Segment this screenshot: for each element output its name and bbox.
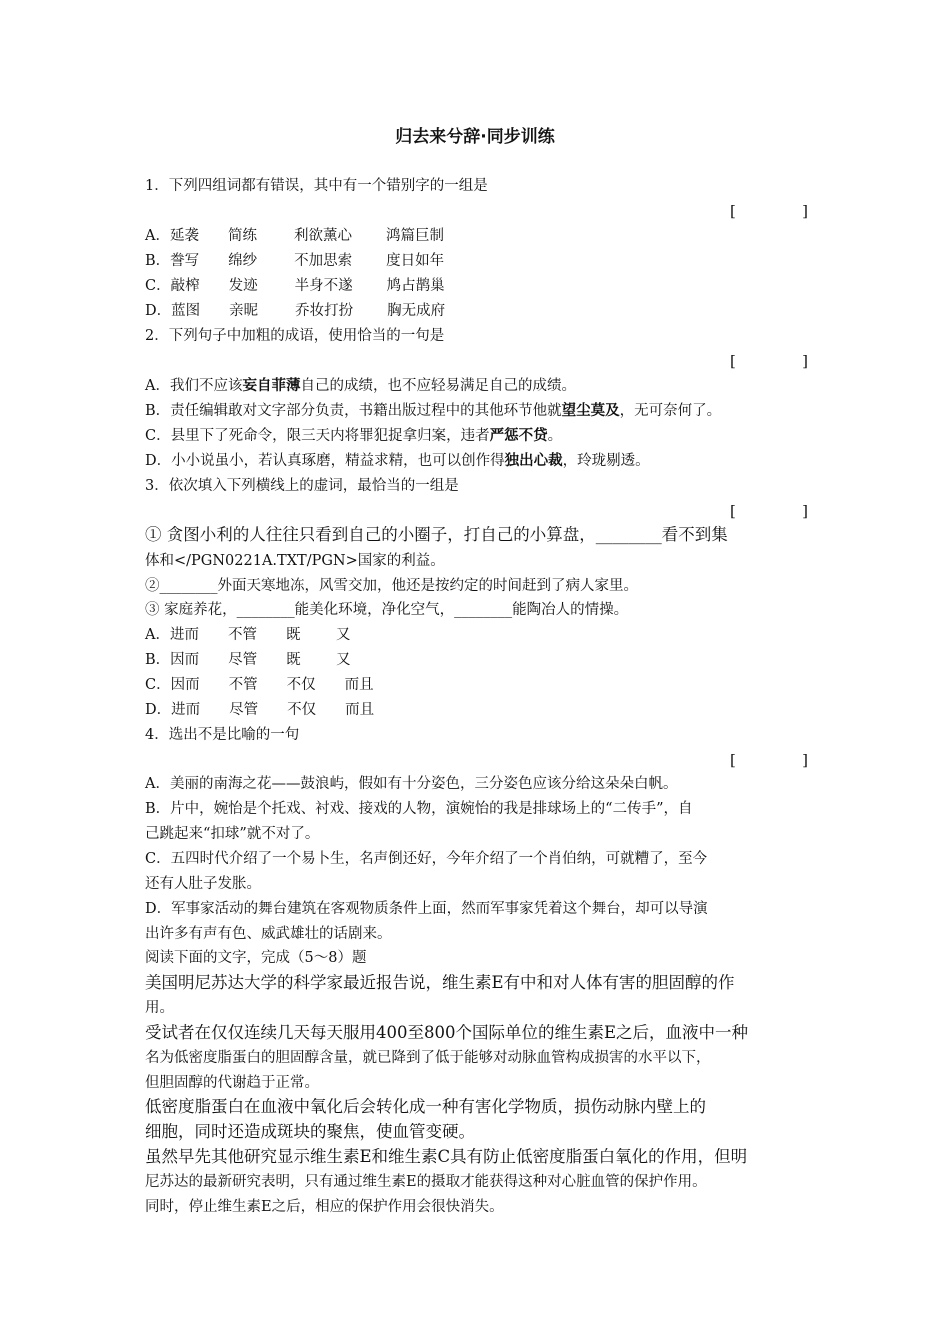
bold-idiom: 独出心裁 bbox=[504, 453, 563, 469]
bracket-left: [ bbox=[730, 202, 736, 220]
reading-paragraph-3: 低密度脂蛋白在血液中氧化后会转化成一种有害化学物质，损伤动脉内壁上的 bbox=[145, 1097, 706, 1116]
reading-paragraph-4-cont: 尼苏达的最新研究表明，只有通过维生素E的摄取才能获得这种对心脏血管的保护作用。 bbox=[145, 1174, 707, 1190]
bracket-left: [ bbox=[730, 751, 736, 769]
q3-option-b: B．因而 尽管 既 又 bbox=[145, 652, 351, 668]
reading-paragraph-2: 受试者在仅仅连续几天每天服用400至800个国际单位的维生素E之后，血液中一种 bbox=[145, 1023, 749, 1042]
q2-option-c: C．县里下了死命令，限三天内将罪犯捉拿归案，违者严惩不贷。 bbox=[145, 428, 563, 444]
q1-option-d: D．蓝图 亲昵 乔妆打扮 胸无成府 bbox=[145, 303, 446, 319]
reading-intro: 阅读下面的文字，完成（5～8）题 bbox=[145, 950, 367, 966]
reading-paragraph-1: 美国明尼苏达大学的科学家最近报告说，维生素E有中和对人体有害的胆固醇的作 bbox=[145, 973, 735, 992]
q2-option-a: A．我们不应该妄自菲薄自己的成绩，也不应轻易满足自己的成绩。 bbox=[145, 378, 576, 394]
bracket-right: ] bbox=[802, 202, 808, 220]
q1-option-c: C．敲榨 发迹 半身不遂 鸠占鹊巢 bbox=[145, 278, 445, 294]
q3-sentence-2: ②________外面天寒地冻，风雪交加，他还是按约定的时间赶到了病人家里。 bbox=[145, 578, 638, 594]
q1-stem: 1．下列四组词都有错误，其中有一个错别字的一组是 bbox=[145, 178, 488, 194]
bracket-right: ] bbox=[802, 751, 808, 769]
q2-option-b: B．责任编辑敢对文字部分负责，书籍出版过程中的其他环节他就望尘莫及，无可奈何了。 bbox=[145, 403, 722, 419]
reading-paragraph-4: 虽然早先其他研究显示维生素E和维生素C具有防止低密度脂蛋白氧化的作用，但明 bbox=[145, 1147, 748, 1166]
q3-sentence-1: ① 贪图小利的人往往只看到自己的小圈子，打自己的小算盘，________看不到集 bbox=[145, 525, 728, 544]
q3-option-a: A．进而 不管 既 又 bbox=[145, 627, 351, 643]
reading-paragraph-2-cont: 名为低密度脂蛋白的胆固醇含量，就已降到了低于能够对动脉血管构成损害的水平以下， bbox=[145, 1050, 711, 1066]
q3-stem: 3．依次填入下列横线上的虚词，最恰当的一组是 bbox=[145, 478, 459, 494]
bracket-right: ] bbox=[802, 352, 808, 370]
q4-option-c: C．五四时代介绍了一个易卜生，名声倒还好，今年介绍了一个肖伯纳，可就糟了，至今 bbox=[145, 851, 708, 867]
bold-idiom: 妄自菲薄 bbox=[242, 378, 301, 394]
reading-paragraph-1-cont: 用。 bbox=[145, 1000, 174, 1016]
page-title: 归去来兮辞·同步训练 bbox=[395, 127, 555, 147]
q3-option-d: D．进而 尽管 不仅 而且 bbox=[145, 702, 375, 718]
reading-paragraph-3-cont: 细胞，同时还造成斑块的聚焦，使血管变硬。 bbox=[145, 1122, 475, 1141]
q4-option-d: D．军事家活动的舞台建筑在客观物质条件上面，然而军事家凭着这个舞台，却可以导演 bbox=[145, 901, 708, 917]
bracket-left: [ bbox=[730, 352, 736, 370]
q4-option-b-cont: 己跳起来“扣球”就不对了。 bbox=[145, 826, 320, 842]
q1-option-a: A．延袭 简练 利欲薰心 鸿篇巨制 bbox=[145, 228, 444, 244]
bold-idiom: 严惩不贷 bbox=[489, 428, 548, 444]
bracket-left: [ bbox=[730, 502, 736, 520]
q3-option-c: C．因而 不管 不仅 而且 bbox=[145, 677, 374, 693]
bold-idiom: 望尘莫及 bbox=[561, 403, 620, 419]
reading-paragraph-2-end: 但胆固醇的代谢趋于正常。 bbox=[145, 1075, 319, 1091]
q3-sentence-1-cont: 体和</PGN0221A.TXT/PGN>国家的利益。 bbox=[145, 553, 445, 569]
q4-stem: 4．选出不是比喻的一句 bbox=[145, 727, 300, 743]
q4-option-a: A．美丽的南海之花——鼓浪屿，假如有十分姿色，三分姿色应该分给这朵朵白帆。 bbox=[145, 776, 678, 792]
reading-paragraph-4-end: 同时，停止维生素E之后，相应的保护作用会很快消失。 bbox=[145, 1199, 504, 1215]
q4-option-c-cont: 还有人肚子发胀。 bbox=[145, 876, 261, 892]
q2-option-d: D．小小说虽小，若认真琢磨，精益求精，也可以创作得独出心裁，玲珑剔透。 bbox=[145, 453, 650, 469]
q3-sentence-3: ③ 家庭养花，________能美化环境，净化空气，________能陶冶人的情操。 bbox=[145, 602, 629, 618]
q2-stem: 2．下列句子中加粗的成语，使用恰当的一句是 bbox=[145, 328, 445, 344]
q4-option-b: B．片中，婉怡是个托戏、衬戏、接戏的人物，演婉怡的我是排球场上的“二传手”，自 bbox=[145, 801, 693, 817]
q4-option-d-cont: 出许多有声有色、威武雄壮的话剧来。 bbox=[145, 926, 392, 942]
q1-option-b: B．誊写 绵纱 不加思索 度日如年 bbox=[145, 253, 445, 269]
bracket-right: ] bbox=[802, 502, 808, 520]
